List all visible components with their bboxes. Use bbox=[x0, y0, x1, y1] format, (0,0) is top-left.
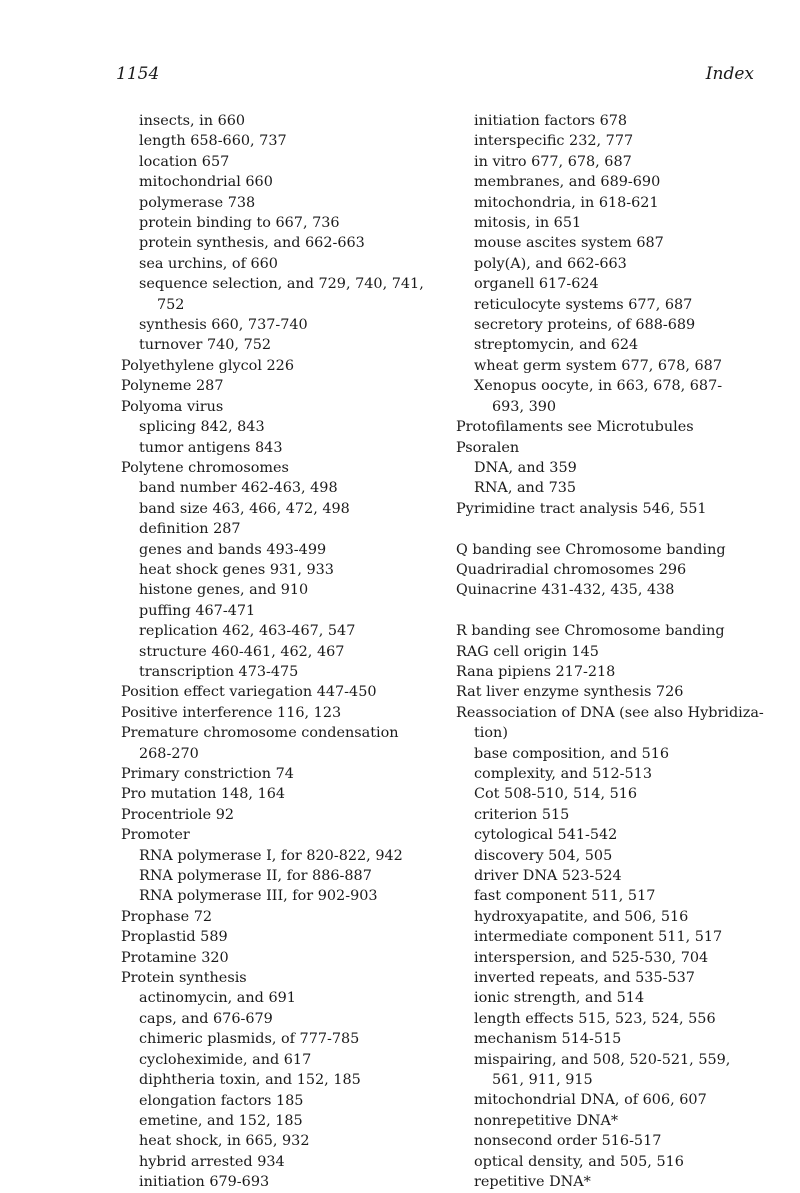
index-heading: Protofilaments see Microtubules bbox=[456, 419, 694, 436]
index-subentry: tion) bbox=[474, 725, 508, 742]
index-heading: Position effect variegation 447-450 bbox=[121, 684, 377, 701]
index-subentry: transcription 473-475 bbox=[139, 663, 299, 680]
index-subentry: 268-270 bbox=[139, 745, 199, 762]
section-gap bbox=[456, 519, 786, 539]
index-subentry: structure 460-461, 462, 467 bbox=[139, 643, 345, 660]
index-subentry: DNA, and 359 bbox=[474, 459, 577, 476]
index-subentry: streptomycin, and 624 bbox=[474, 337, 639, 354]
index-subentry: chimeric plasmids, of 777-785 bbox=[139, 1031, 360, 1048]
index-heading: Quadriradial chromosomes 296 bbox=[456, 561, 687, 578]
index-subentry: mitochondria, in 618-621 bbox=[474, 194, 659, 211]
index-subentry: Cot 508-510, 514, 516 bbox=[474, 786, 638, 803]
index-subentry: cytological 541-542 bbox=[474, 827, 618, 844]
index-subentry: protein synthesis, and 662-663 bbox=[139, 235, 365, 252]
index-subentry: turnover 740, 752 bbox=[139, 337, 272, 354]
index-subentry: band size 463, 466, 472, 498 bbox=[139, 500, 350, 517]
index-heading: Pro mutation 148, 164 bbox=[121, 786, 286, 803]
index-subentry: interspecific 232, 777 bbox=[474, 133, 634, 150]
index-heading: Procentriole 92 bbox=[121, 806, 235, 823]
index-subentry: cycloheximide, and 617 bbox=[139, 1051, 312, 1068]
page-number: 1154 bbox=[116, 64, 160, 84]
index-subentry: initiation 679-693 bbox=[139, 1174, 270, 1191]
index-heading: R banding see Chromosome banding bbox=[456, 623, 725, 640]
index-heading: Polyoma virus bbox=[121, 398, 224, 415]
index-heading: Polyethylene glycol 226 bbox=[121, 357, 294, 374]
index-subentry: hybrid arrested 934 bbox=[139, 1153, 285, 1170]
index-subentry: puffing 467-471 bbox=[139, 602, 256, 619]
index-subentry: synthesis 660, 737-740 bbox=[139, 317, 308, 334]
index-subentry: nonsecond order 516-517 bbox=[474, 1133, 662, 1150]
index-subentry: RNA, and 735 bbox=[474, 480, 577, 497]
index-heading: Q banding see Chromosome banding bbox=[456, 541, 726, 558]
index-heading: Pyrimidine tract analysis 546, 551 bbox=[456, 500, 707, 517]
index-subentry: sequence selection, and 729, 740, 741, bbox=[139, 276, 424, 293]
index-subentry: fast component 511, 517 bbox=[474, 888, 656, 905]
index-subentry: reticulocyte systems 677, 687 bbox=[474, 296, 693, 313]
index-subentry: polymerase 738 bbox=[139, 194, 256, 211]
index-heading: Protamine 320 bbox=[121, 949, 229, 966]
index-heading: RAG cell origin 145 bbox=[456, 643, 599, 660]
index-subentry: 561, 911, 915 bbox=[492, 1072, 593, 1089]
index-subentry: discovery 504, 505 bbox=[474, 847, 613, 864]
index-subentry: elongation factors 185 bbox=[139, 1092, 304, 1109]
index-subentry: 752 bbox=[157, 296, 185, 313]
index-subentry: mechanism 514-515 bbox=[474, 1031, 622, 1048]
index-subentry: band number 462-463, 498 bbox=[139, 480, 338, 497]
index-heading: Polyneme 287 bbox=[121, 378, 224, 395]
index-subentry: RNA polymerase II, for 886-887 bbox=[139, 868, 372, 885]
index-subentry: actinomycin, and 691 bbox=[139, 990, 296, 1007]
index-heading: Positive interference 116, 123 bbox=[121, 704, 342, 721]
index-subentry: in vitro 677, 678, 687 bbox=[474, 153, 632, 170]
index-subentry: optical density, and 505, 516 bbox=[474, 1153, 684, 1170]
index-subentry: intermediate component 511, 517 bbox=[474, 929, 723, 946]
index-subentry: mitochondrial DNA, of 606, 607 bbox=[474, 1092, 707, 1109]
index-heading: Rana pipiens 217-218 bbox=[456, 663, 616, 680]
section-gap bbox=[456, 601, 786, 621]
index-subentry: heat shock, in 665, 932 bbox=[139, 1133, 310, 1150]
index-heading: Rat liver enzyme synthesis 726 bbox=[456, 684, 684, 701]
index-column-right bbox=[456, 111, 786, 1193]
index-subentry: RNA polymerase III, for 902-903 bbox=[139, 888, 378, 905]
index-heading: Prophase 72 bbox=[121, 908, 213, 925]
index-subentry: splicing 842, 843 bbox=[139, 419, 265, 436]
index-subentry: base composition, and 516 bbox=[474, 745, 670, 762]
index-subentry: replication 462, 463-467, 547 bbox=[139, 623, 356, 640]
index-subentry: RNA polymerase I, for 820-822, 942 bbox=[139, 847, 403, 864]
index-subentry: driver DNA 523-524 bbox=[474, 868, 622, 884]
index-heading: Polytene chromosomes bbox=[121, 459, 289, 476]
index-subentry: membranes, and 689-690 bbox=[474, 174, 661, 191]
index-subentry: insects, in 660 bbox=[139, 113, 246, 129]
index-heading: Protein synthesis bbox=[121, 970, 247, 987]
index-heading: Reassociation of DNA (see also Hybridiza- bbox=[456, 704, 764, 721]
index-subentry: tumor antigens 843 bbox=[139, 439, 283, 456]
index-subentry: diphtheria toxin, and 152, 185 bbox=[139, 1072, 361, 1089]
index-subentry: interspersion, and 525-530, 704 bbox=[474, 949, 709, 966]
index-heading: Psoralen bbox=[456, 439, 520, 456]
index-subentry: complexity, and 512-513 bbox=[474, 765, 652, 782]
index-column-left bbox=[121, 111, 451, 1193]
running-header: Index bbox=[705, 64, 754, 84]
index-subentry: criterion 515 bbox=[474, 806, 570, 823]
index-subentry: 693, 390 bbox=[492, 398, 557, 415]
index-subentry: mouse ascites system 687 bbox=[474, 235, 664, 252]
index-subentry: caps, and 676-679 bbox=[139, 1010, 273, 1027]
index-subentry: length 658-660, 737 bbox=[139, 133, 287, 150]
index-subentry: Xenopus oocyte, in 663, 678, 687- bbox=[474, 378, 723, 395]
index-subentry: heat shock genes 931, 933 bbox=[139, 561, 334, 578]
index-subentry: genes and bands 493-499 bbox=[139, 541, 327, 558]
index-subentry: initiation factors 678 bbox=[474, 113, 628, 129]
index-heading: Proplastid 589 bbox=[121, 929, 228, 946]
index-subentry: protein binding to 667, 736 bbox=[139, 215, 340, 232]
index-subentry: hydroxyapatite, and 506, 516 bbox=[474, 908, 689, 925]
index-subentry: location 657 bbox=[139, 153, 230, 170]
index-subentry: mispairing, and 508, 520-521, 559, bbox=[474, 1051, 731, 1068]
index-subentry: inverted repeats, and 535-537 bbox=[474, 970, 695, 987]
index-subentry: nonrepetitive DNA* bbox=[474, 1112, 619, 1129]
index-subentry: length effects 515, 523, 524, 556 bbox=[474, 1010, 716, 1027]
index-heading: Quinacrine 431-432, 435, 438 bbox=[456, 582, 675, 599]
index-subentry: wheat germ system 677, 678, 687 bbox=[474, 357, 722, 374]
index-subentry: poly(A), and 662-663 bbox=[474, 255, 627, 272]
index-subentry: secretory proteins, of 688-689 bbox=[474, 317, 696, 334]
index-heading: Primary constriction 74 bbox=[121, 766, 294, 782]
index-subentry: mitochondrial 660 bbox=[139, 174, 273, 191]
index-subentry: mitosis, in 651 bbox=[474, 215, 582, 232]
index-subentry: definition 287 bbox=[139, 521, 241, 538]
index-subentry: histone genes, and 910 bbox=[139, 582, 309, 599]
index-subentry: ionic strength, and 514 bbox=[474, 990, 645, 1007]
index-subentry: emetine, and 152, 185 bbox=[139, 1112, 303, 1129]
index-subentry: sea urchins, of 660 bbox=[139, 255, 278, 272]
index-heading: Promoter bbox=[121, 827, 190, 844]
index-subentry: organell 617-624 bbox=[474, 276, 599, 293]
index-heading: Premature chromosome condensation bbox=[121, 725, 399, 742]
index-subentry: repetitive DNA* bbox=[474, 1174, 591, 1191]
